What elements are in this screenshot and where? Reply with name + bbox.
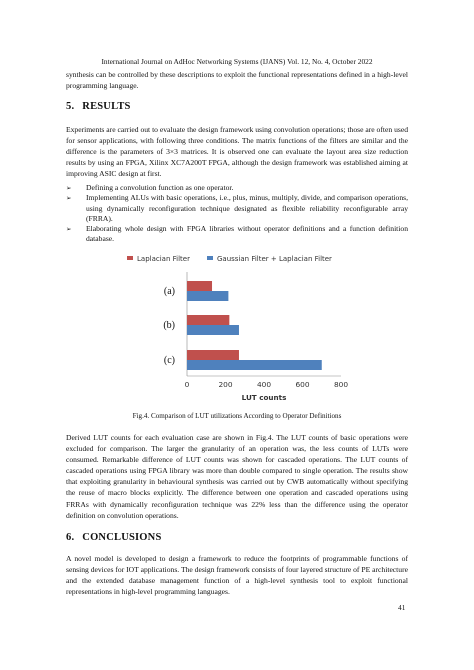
section-number: 5.	[66, 101, 75, 112]
intro-paragraph: synthesis can be controlled by these descriptions to exploit the functional representations defined in a high-level programming language.	[66, 70, 408, 91]
bar-laplacian-0	[187, 281, 212, 291]
arrow-bullet-icon: ➢	[66, 225, 72, 234]
lut-bar-chart	[110, 252, 364, 404]
bar-gaussian-laplacian-1	[187, 325, 239, 335]
x-tick-label: 400	[256, 380, 272, 389]
derived-paragraph: Derived LUT counts for each evaluation case are shown in Fig.4. The LUT counts of basic operations were excluded for comparison. The larger the granularity of an operation was, the less counts of LUTs were consumed. Remarkable difference of LUT counts was shown for cascaded operations. The LUT counts of cascaded operations using FPGA library was more than double compared to single operation. The results show that exploiting granularity in behavioural synthesis was carried out by CWB automatically without specifying the reuse of macro blocks explicitly. The difference between one operation and cascaded operations using FRRAs with dynamically reconfiguration technique was 22% less than the difference using the operator definition on convolution operations.	[66, 433, 408, 520]
category-label: (c)	[163, 355, 175, 366]
legend-label-gaussian-laplacian: Gaussian Filter + Laplacian Filter	[217, 255, 332, 263]
list-item	[66, 224, 408, 245]
section-number: 6.	[66, 532, 75, 543]
bar-gaussian-laplacian-2	[187, 360, 322, 370]
legend-swatch-laplacian	[127, 256, 133, 260]
section-heading-conclusions	[66, 532, 162, 543]
arrow-bullet-icon: ➢	[66, 184, 72, 192]
x-tick-label: 600	[295, 380, 310, 389]
list-item-text: Elaborating whole design with FPGA libraries without operator definitions and a function definition database.	[86, 224, 408, 244]
x-tick-labels	[185, 380, 349, 389]
page-number: 41	[398, 603, 406, 612]
x-tick-label: 0	[184, 380, 190, 389]
bar-laplacian-1	[187, 315, 229, 325]
category-label: (a)	[163, 286, 175, 297]
list-item	[66, 183, 408, 193]
list-item-text: Implementing ALUs with basic operations, i.e., plus, minus, multiply, divide, and comparison operations, using dynamically reconfiguration technique designated as flexible reliability reconfigurable array (FRRA).	[86, 193, 408, 223]
conditions-list	[66, 183, 408, 245]
running-header: International Journal on AdHoc Networking Systems (IJANS) Vol. 12, No. 4, October 2022	[101, 57, 373, 66]
legend-label-laplacian: Laplacian Filter	[137, 255, 190, 263]
section-title: CONCLUSIONS	[82, 532, 162, 543]
conclusion-paragraph: A novel model is developed to design a framework to reduce the footprints of programmable functions of sensing devices for IOT applications. The design framework consists of four layered structure of PE architecture and the extended database management function of a high-level synthesis tool to exploit functional representations in high-level programming languages.	[66, 554, 408, 597]
figure-caption: Fig.4. Comparison of LUT utilizations According to Operator Definitions	[132, 412, 342, 420]
bar-laplacian-2	[187, 350, 239, 360]
section-heading-results	[66, 101, 131, 112]
chart-legend	[127, 255, 332, 263]
bars-group	[187, 281, 322, 370]
legend-swatch-gaussian-laplacian	[207, 256, 213, 260]
bar-gaussian-laplacian-0	[187, 291, 228, 301]
category-label: (b)	[163, 320, 175, 331]
x-axis-title: LUT counts	[241, 393, 287, 402]
list-item-text: Defining a convolution function as one operator.	[86, 183, 234, 192]
x-tick-label: 200	[218, 380, 233, 389]
x-tick-label: 800	[333, 380, 349, 389]
arrow-bullet-icon: ➢	[66, 194, 72, 203]
section-title: RESULTS	[82, 101, 131, 112]
list-item	[66, 193, 408, 224]
results-paragraph: Experiments are carried out to evaluate the design framework using convolution operations; those are often used for sensor applications, with following three conditions. The matrix functions of the filters are similar and the difference is the parameters of 3×3 matrices. It is observed one can evaluate the layout area size reduction results by using an FPGA, Xilinx XC7A200T FPGA, although the design framework was established aiming at improving ASIC design at first.	[66, 125, 408, 179]
